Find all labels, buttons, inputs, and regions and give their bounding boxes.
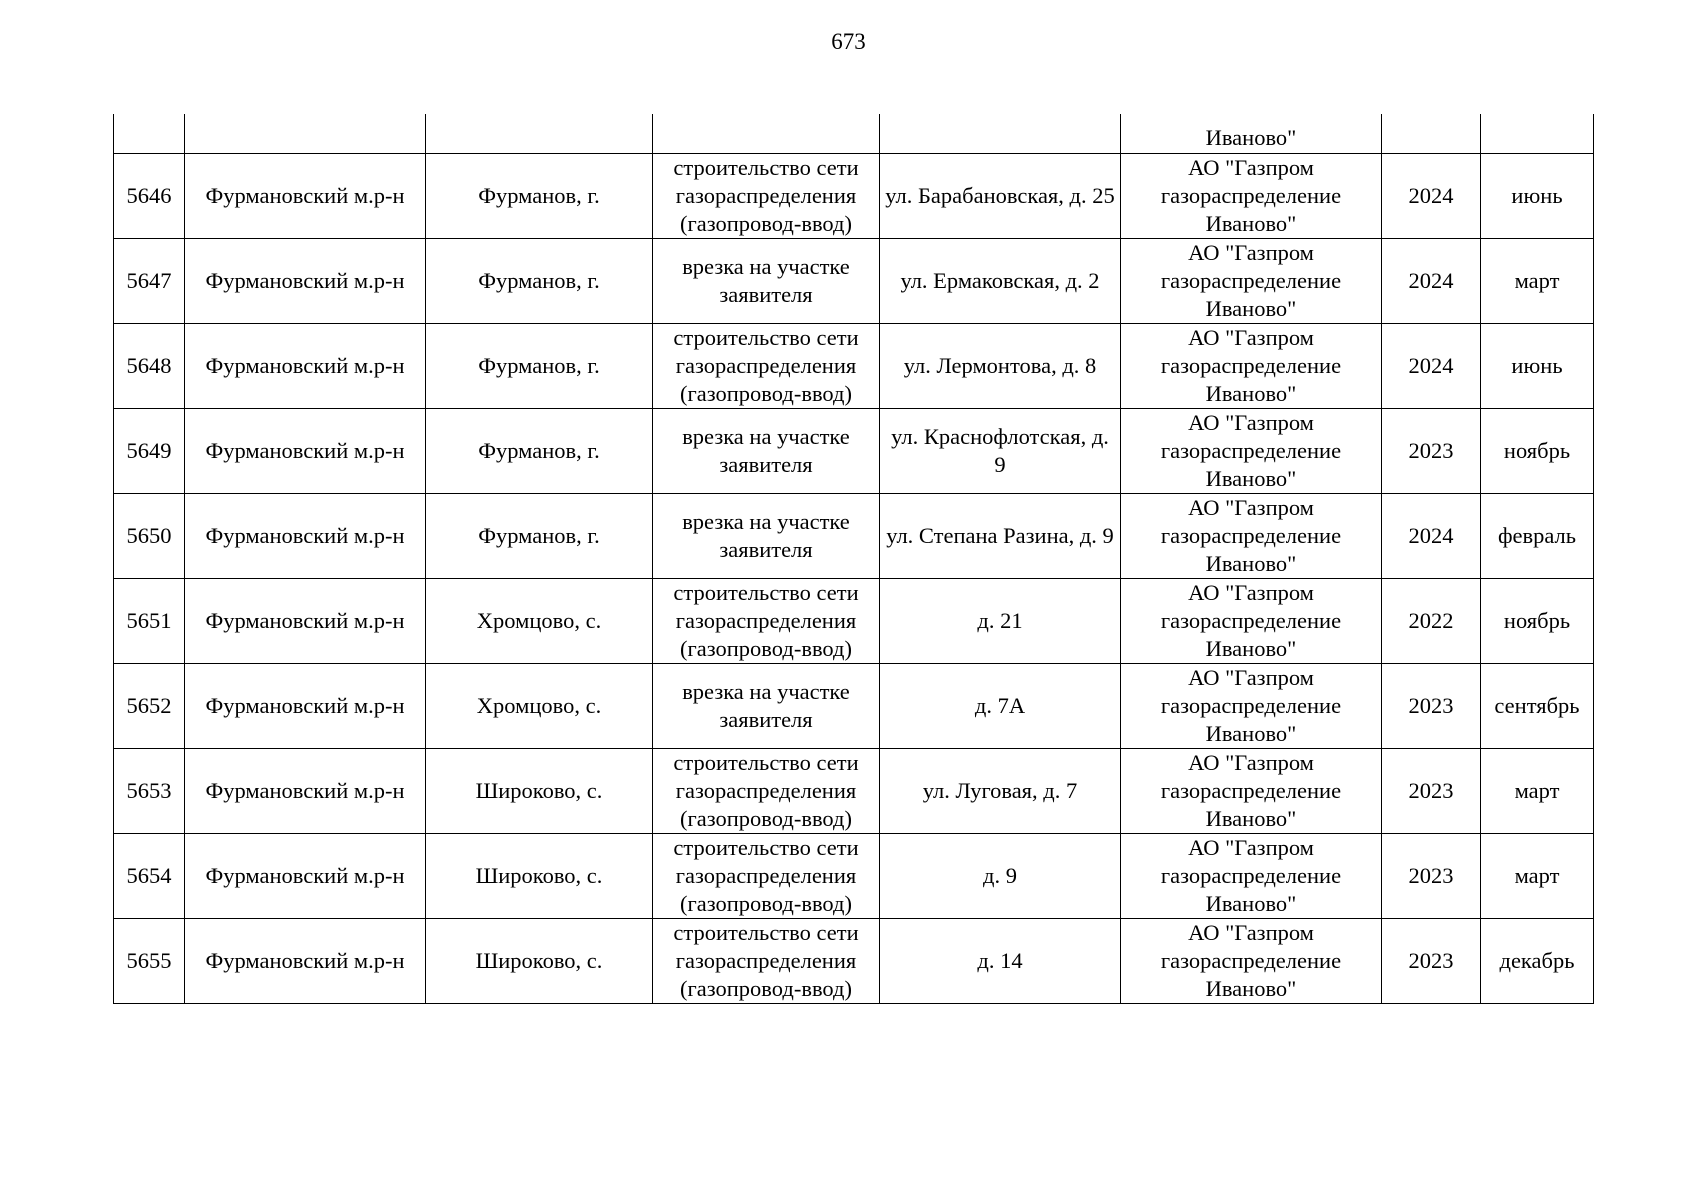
cell-row-number: 5651 xyxy=(114,578,185,663)
cell-organization: АО "Газпром газораспределение Иваново" xyxy=(1121,408,1382,493)
cell-district: Фурмановский м.р-н xyxy=(185,323,426,408)
cell-organization: АО "Газпром газораспределение Иваново" xyxy=(1121,153,1382,238)
data-table xyxy=(113,114,1594,1004)
cell-locality xyxy=(426,114,653,153)
cell-address: ул. Краснофлотская, д. 9 xyxy=(880,408,1121,493)
cell-district: Фурмановский м.р-н xyxy=(185,578,426,663)
cell-month: март xyxy=(1481,748,1594,833)
cell-district: Фурмановский м.р-н xyxy=(185,238,426,323)
cell-row-number: 5650 xyxy=(114,493,185,578)
cell-year: 2023 xyxy=(1382,663,1481,748)
cell-month: декабрь xyxy=(1481,918,1594,1003)
table-row xyxy=(114,578,1594,663)
cell-organization: АО "Газпром газораспределение Иваново" xyxy=(1121,833,1382,918)
table-row xyxy=(114,833,1594,918)
table-row xyxy=(114,408,1594,493)
cell-month: ноябрь xyxy=(1481,578,1594,663)
cell-work-type: врезка на участке заявителя xyxy=(653,238,880,323)
cell-address: д. 9 xyxy=(880,833,1121,918)
cell-address: ул. Барабановская, д. 25 xyxy=(880,153,1121,238)
table-row xyxy=(114,153,1594,238)
cell-work-type: врезка на участке заявителя xyxy=(653,408,880,493)
cell-organization: АО "Газпром газораспределение Иваново" xyxy=(1121,323,1382,408)
cell-district: Фурмановский м.р-н xyxy=(185,493,426,578)
cell-work-type: строительство сети газораспределения (газопровод-ввод) xyxy=(653,578,880,663)
cell-work-type: строительство сети газораспределения (газопровод-ввод) xyxy=(653,323,880,408)
cell-year: 2023 xyxy=(1382,918,1481,1003)
cell-work-type: строительство сети газораспределения (газопровод-ввод) xyxy=(653,153,880,238)
cell-locality: Фурманов, г. xyxy=(426,153,653,238)
cell-row-number: 5648 xyxy=(114,323,185,408)
cell-work-type: врезка на участке заявителя xyxy=(653,663,880,748)
cell-month: февраль xyxy=(1481,493,1594,578)
cell-organization: АО "Газпром газораспределение Иваново" xyxy=(1121,493,1382,578)
cell-row-number: 5647 xyxy=(114,238,185,323)
cell-organization: АО "Газпром газораспределение Иваново" xyxy=(1121,748,1382,833)
cell-district: Фурмановский м.р-н xyxy=(185,663,426,748)
page-number: 673 xyxy=(831,29,866,54)
table-row xyxy=(114,493,1594,578)
cell-locality: Фурманов, г. xyxy=(426,493,653,578)
cell-row-number: 5653 xyxy=(114,748,185,833)
cell-address: ул. Лермонтова, д. 8 xyxy=(880,323,1121,408)
cell-locality: Хромцово, с. xyxy=(426,578,653,663)
cell-month: март xyxy=(1481,833,1594,918)
cell-year xyxy=(1382,114,1481,153)
cell-month: сентябрь xyxy=(1481,663,1594,748)
cell-organization: АО "Газпром газораспределение Иваново" xyxy=(1121,663,1382,748)
cell-locality: Широково, с. xyxy=(426,918,653,1003)
cell-district: Фурмановский м.р-н xyxy=(185,153,426,238)
cell-locality: Широково, с. xyxy=(426,833,653,918)
cell-address: д. 14 xyxy=(880,918,1121,1003)
table-row-continuation xyxy=(114,114,1594,153)
cell-year: 2023 xyxy=(1382,833,1481,918)
cell-address: ул. Степана Разина, д. 9 xyxy=(880,493,1121,578)
cell-organization: АО "Газпром газораспределение Иваново" xyxy=(1121,578,1382,663)
cell-organization: Иваново" xyxy=(1121,114,1382,153)
cell-month: июнь xyxy=(1481,323,1594,408)
cell-row-number: 5646 xyxy=(114,153,185,238)
cell-organization: АО "Газпром газораспределение Иваново" xyxy=(1121,918,1382,1003)
cell-locality: Хромцово, с. xyxy=(426,663,653,748)
cell-locality: Фурманов, г. xyxy=(426,238,653,323)
cell-year: 2023 xyxy=(1382,408,1481,493)
cell-year: 2024 xyxy=(1382,153,1481,238)
cell-work-type xyxy=(653,114,880,153)
cell-month: июнь xyxy=(1481,153,1594,238)
cell-address: ул. Ермаковская, д. 2 xyxy=(880,238,1121,323)
cell-row-number: 5655 xyxy=(114,918,185,1003)
table-row xyxy=(114,238,1594,323)
cell-locality: Широково, с. xyxy=(426,748,653,833)
cell-year: 2024 xyxy=(1382,238,1481,323)
cell-locality: Фурманов, г. xyxy=(426,323,653,408)
cell-month: март xyxy=(1481,238,1594,323)
cell-year: 2023 xyxy=(1382,748,1481,833)
cell-locality: Фурманов, г. xyxy=(426,408,653,493)
cell-address: д. 7А xyxy=(880,663,1121,748)
cell-address: ул. Луговая, д. 7 xyxy=(880,748,1121,833)
cell-row-number: 5652 xyxy=(114,663,185,748)
cell-district xyxy=(185,114,426,153)
cell-year: 2024 xyxy=(1382,493,1481,578)
cell-work-type: врезка на участке заявителя xyxy=(653,493,880,578)
cell-district: Фурмановский м.р-н xyxy=(185,833,426,918)
cell-address xyxy=(880,114,1121,153)
table-row xyxy=(114,748,1594,833)
cell-year: 2022 xyxy=(1382,578,1481,663)
cell-work-type: строительство сети газораспределения (газопровод-ввод) xyxy=(653,748,880,833)
table-body xyxy=(114,114,1594,1003)
cell-district: Фурмановский м.р-н xyxy=(185,748,426,833)
cell-row-number xyxy=(114,114,185,153)
table-row xyxy=(114,323,1594,408)
cell-address: д. 21 xyxy=(880,578,1121,663)
cell-row-number: 5649 xyxy=(114,408,185,493)
cell-month: ноябрь xyxy=(1481,408,1594,493)
table-row xyxy=(114,918,1594,1003)
cell-district: Фурмановский м.р-н xyxy=(185,408,426,493)
cell-work-type: строительство сети газораспределения (газопровод-ввод) xyxy=(653,833,880,918)
cell-organization: АО "Газпром газораспределение Иваново" xyxy=(1121,238,1382,323)
table-row xyxy=(114,663,1594,748)
cell-month xyxy=(1481,114,1594,153)
cell-row-number: 5654 xyxy=(114,833,185,918)
cell-year: 2024 xyxy=(1382,323,1481,408)
cell-district: Фурмановский м.р-н xyxy=(185,918,426,1003)
cell-work-type: строительство сети газораспределения (газопровод-ввод) xyxy=(653,918,880,1003)
